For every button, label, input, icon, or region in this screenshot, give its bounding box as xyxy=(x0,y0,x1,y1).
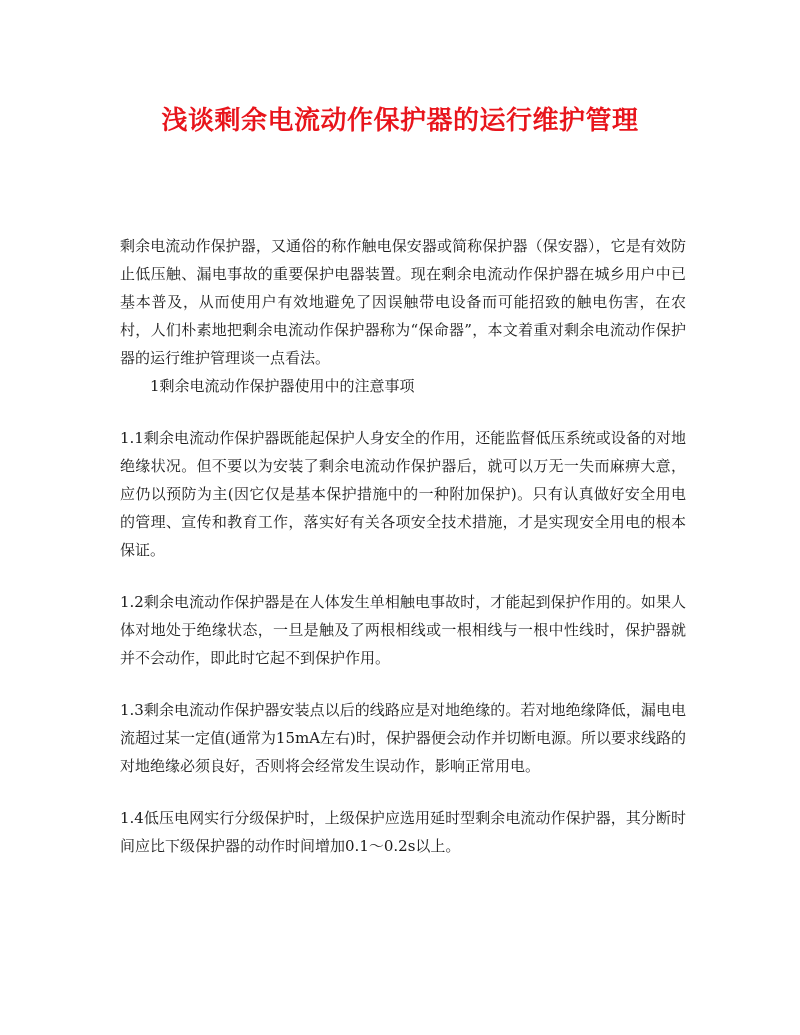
section-heading-1: 1剩余电流动作保护器使用中的注意事项 xyxy=(150,377,415,395)
intro-paragraph: 剩余电流动作保护器，又通俗的称作触电保安器或简称保护器（保安器），它是有效防止低压触、漏电事故的重要保护电器装置。现在剩余电流动作保护器在城乡用户中已基本普及，从而使用户有效地避免了因误触带电设备而可能招致的触电伤害，在农村，人们朴素地把剩余电流动作保护器称为“保命器”，本文着重对剩余电流动作保护器的运行维护管理谈一点看法。 xyxy=(120,237,686,367)
paragraph-gap xyxy=(120,672,686,696)
paragraph-gap xyxy=(120,564,686,588)
document-body xyxy=(120,232,686,860)
paragraph-1-1: 1.1剩余电流动作保护器既能起保护人身安全的作用，还能监督低压系统或设备的对地绝缘状况。但不要以为安装了剩余电流动作保护器后，就可以万无一失而麻痹大意，应仍以预防为主(因它仅是基本保护措施中的一种附加保护)。只有认真做好安全用电的管理、宣传和教育工作，落实好有关各项安全技术措施，才是实现安全用电的根本保证。 xyxy=(120,429,686,559)
document-title: 浅谈剩余电流动作保护器的运行维护管理 xyxy=(161,106,639,136)
paragraph-1-3: 1.3剩余电流动作保护器安装点以后的线路应是对地绝缘的。若对地绝缘降低，漏电电流超过某一定值(通常为15mA左右)时，保护器便会动作并切断电源。所以要求线路的对地绝缘必须良好，否则将会经常发生误动作，影响正常用电。 xyxy=(120,701,686,775)
paragraph-gap xyxy=(120,780,686,804)
paragraph-1-2: 1.2剩余电流动作保护器是在人体发生单相触电事故时，才能起到保护作用的。如果人体对地处于绝缘状态，一旦是触及了两根相线或一根相线与一根中性线时，保护器就并不会动作，即此时它起不到保护作用。 xyxy=(120,593,686,667)
paragraph-gap xyxy=(120,400,686,424)
paragraph-1-4: 1.4低压电网实行分级保护时，上级保护应选用延时型剩余电流动作保护器，其分断时间应比下级保护器的动作时间增加0.1～0.2s以上。 xyxy=(120,809,686,855)
